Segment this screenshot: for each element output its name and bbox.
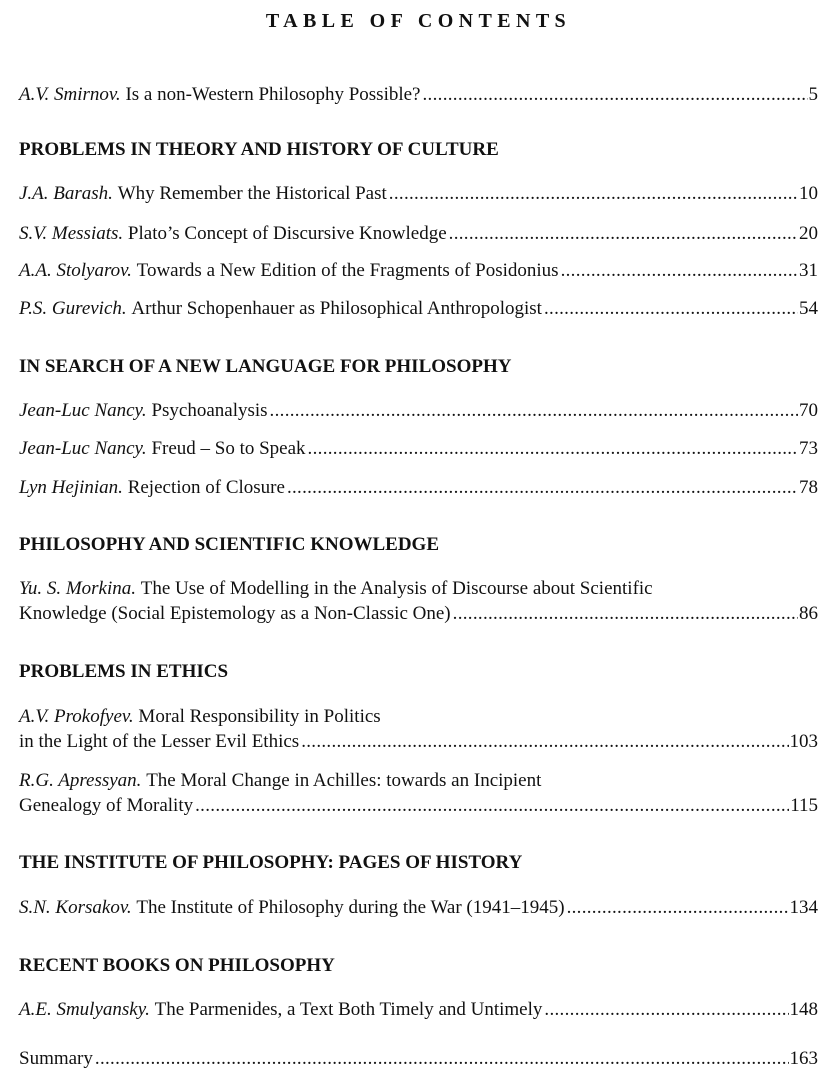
entry-author: A.V. Smirnov. [19,84,121,105]
entry-page-number: 148 [789,999,818,1020]
section-heading: PHILOSOPHY AND SCIENTIFIC KNOWLEDGE [19,534,440,555]
entry-author: Jean-Luc Nancy. [19,400,147,421]
entry-title: The Moral Change in Achilles: towards an Incipient [146,770,542,791]
entry-page-number: 20 [799,223,818,244]
toc-entry-line-1[interactable] [19,705,818,729]
entry-title: Summary [19,1048,93,1069]
entry-page-number: 70 [799,400,818,421]
entry-title-continued: Knowledge (Social Epistemology as a Non-Classic One) [19,603,451,624]
entry-page-number: 73 [799,438,818,459]
dot-leader [453,602,798,626]
toc-entry-summary[interactable] [19,1047,818,1071]
toc-entry-line-1[interactable] [19,577,818,601]
entry-author: S.N. Korsakov. [19,897,132,918]
toc-entry[interactable] [19,259,818,283]
entry-author: A.V. Prokofyev. [19,706,134,727]
page-title: TABLE OF CONTENTS [265,10,572,32]
entry-author: Lyn Hejinian. [19,477,123,498]
toc-entry[interactable] [19,297,818,321]
dot-leader [423,83,808,107]
entry-title: The Use of Modelling in the Analysis of Discourse about Scientific [140,578,653,599]
toc-entry[interactable] [19,83,818,107]
entry-title: Plato’s Concept of Discursive Knowledge [127,223,447,244]
toc-entry[interactable] [19,998,818,1022]
entry-page-number: 103 [789,731,818,752]
dot-leader [449,222,798,246]
entry-title: Is a non-Western Philosophy Possible? [125,84,421,105]
toc-entry-line-2[interactable] [19,730,818,754]
entry-title-continued: Genealogy of Morality [19,795,194,816]
entry-title: The Institute of Philosophy during the War (1941–1945) [136,897,565,918]
toc-entry-line-2[interactable] [19,794,818,818]
entry-page-number: 10 [799,183,818,204]
entry-page-number: 54 [799,298,818,319]
toc-entry[interactable] [19,399,818,423]
entry-title: Arthur Schopenhauer as Philosophical Anthropologist [131,298,542,319]
section-heading: THE INSTITUTE OF PHILOSOPHY: PAGES OF HISTORY [19,852,523,873]
entry-title: The Parmenides, a Text Both Timely and Untimely [154,999,543,1020]
toc-entry[interactable] [19,222,818,246]
entry-author: Jean-Luc Nancy. [19,438,147,459]
section-heading: PROBLEMS IN THEORY AND HISTORY OF CULTURE [19,139,499,160]
entry-page-number: 78 [799,477,818,498]
entry-author: Yu. S. Morkina. [19,578,137,599]
entry-page-number: 31 [799,260,818,281]
entry-author: A.A. Stolyarov. [19,260,132,281]
toc-entry[interactable] [19,896,818,920]
table-of-contents [19,0,818,1084]
entry-page-number: 5 [808,84,818,105]
dot-leader [287,476,798,500]
toc-entry[interactable] [19,182,818,206]
entry-page-number: 163 [789,1048,818,1069]
entry-author: A.E. Smulyansky. [19,999,150,1020]
entry-title: Moral Responsibility in Politics [138,706,381,727]
section-heading: RECENT BOOKS ON PHILOSOPHY [19,955,335,976]
entry-title: Freud – So to Speak [151,438,306,459]
dot-leader [561,259,798,283]
entry-author: P.S. Gurevich. [19,298,127,319]
entry-author: R.G. Apressyan. [19,770,142,791]
entry-page-number: 86 [799,603,818,624]
entry-title: Psychoanalysis [151,400,268,421]
section-heading: PROBLEMS IN ETHICS [19,661,229,682]
entry-title: Rejection of Closure [127,477,285,498]
dot-leader [301,730,788,754]
dot-leader [270,399,798,423]
toc-entry[interactable] [19,437,818,461]
dot-leader [95,1047,789,1071]
toc-entry[interactable] [19,476,818,500]
entry-title: Why Remember the Historical Past [117,183,387,204]
entry-author: J.A. Barash. [19,183,113,204]
entry-title: Towards a New Edition of the Fragments of Posidonius [136,260,559,281]
section-heading: IN SEARCH OF A NEW LANGUAGE FOR PHILOSOPHY [19,356,512,377]
entry-author: S.V. Messiats. [19,223,124,244]
dot-leader [389,182,798,206]
entry-page-number: 134 [789,897,818,918]
toc-entry-line-2[interactable] [19,602,818,626]
dot-leader [308,437,798,461]
entry-page-number: 115 [790,795,818,816]
entry-title-continued: in the Light of the Lesser Evil Ethics [19,731,300,752]
dot-leader [544,998,788,1022]
dot-leader [544,297,798,321]
toc-entry-line-1[interactable] [19,769,818,793]
dot-leader [567,896,789,920]
dot-leader [195,794,789,818]
